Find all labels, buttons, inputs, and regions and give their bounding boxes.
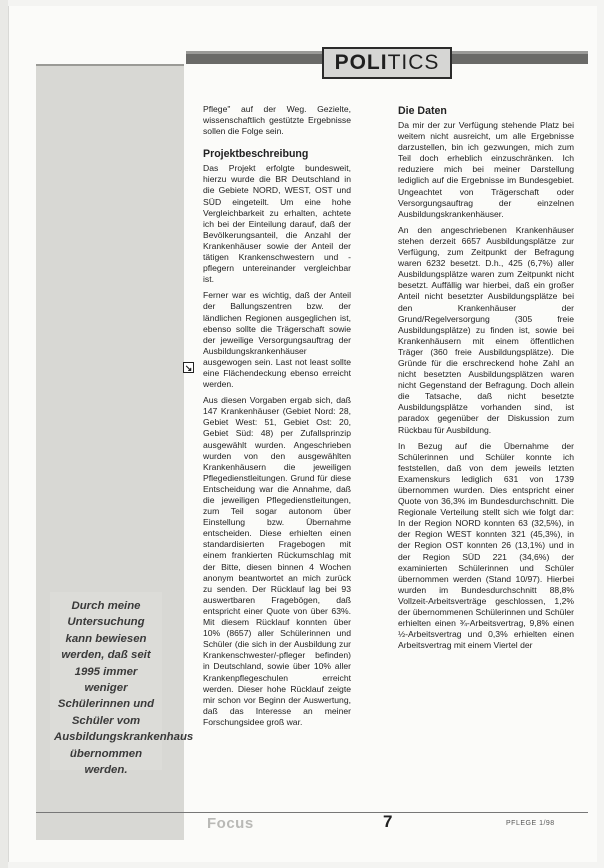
heading-die-daten: Die Daten [398,105,447,117]
heading-projektbeschreibung: Projektbeschreibung [203,148,309,161]
footer-rule [36,812,588,813]
paragraph: Aus diesen Vorgaben ergab sich, daß 147 Krankenhäuser (Gebiet Nord: 28, Gebiet West: 51, Gebiet Ost: 20, Gebiet Süd: 48) per Zufallsprinzip ausgewählt wurden. Angeschrieben wurden von den ausgewählten Krankenhäusern die jeweiligen Pflegedienstleitungen. Grund für diese Entscheidung war die Annahme, daß die jeweiligen Pflegedienstleitungen, zum Teil sogar autonom über Einstellung bzw. Übernahme entscheiden. Diese erhielten einen standardisierten Fragebogen mit einem frankierten Rückumschlag mit der Bitte, diesen binnen 4 Wochen anonym beantwortet an mich zurück zu senden. Der Rücklauf lag bei 93 auswertbaren Fragebögen, daß entspricht einer Quote von über 63%. Mit diesem Rücklauf konnten über 10% (8657) aller Schülerinnen und Schüler (die sich in der Ausbildung zur Krankenschwester/-pfleger befinden) in Deutschland, sowie über 10% aller Krankenpflegeschulen erreicht werden. Dieser hohe Rücklauf zeigte mir schon vor Beginn der Auswertung, daß das Interesse an meiner Forschungsidee groß war. [203,395,351,727]
text-column-right [398,104,574,656]
footer-section-name: Focus [207,815,254,832]
text-column-left [203,104,351,733]
paragraph: In Bezug auf die Übernahme der Schülerinnen und Schüler konnte ich feststellen, daß von dem jeweils letzten Examenskurs lediglich 631 von 1739 übernommen wurden. Dies entspricht einer Quote von 36,3% im Bundesdurchschnitt. Die Regionale Verteilung stellt sich wie folgt dar: In der Region NORD konnten 63 (32,5%), in der Region WEST konnten 321 (45,3%), in der Region OST konnten 26 (13,1%) und in der Region SÜD 221 (34,6%) der examinierten Schülerinnen und Schüler übernommen werden (Stand 10/97). Hierbei wurden im Bundesdurchschnitt 88,8% Vollzeit-Arbeitsverträge geschlossen, 1,2% der übernommenen Schülerinnen und Schüler erhielten einen ¾-Arbeitsvertrag, 9,8% einen ½-Arbeitsvertrag und 0,3% erhielten einen Arbeitsvertrag mit einem Viertel der [398,440,574,651]
intro-paragraph: Pflege" auf der Weg. Gezielte, wissenschaftlich gestützte Ergebnisse sollen die Folge sein. [203,104,351,137]
section-label [322,47,452,79]
section-label-bold: POLI [334,51,388,74]
paragraph: Da mir der zur Verfügung stehende Platz bei weitem nicht ausreicht, um alle Ergebnisse darzustellen, bin ich gezwungen, mich zum Teil doch erheblich einzuschränken. Ich reduziere mich bei meiner Darstellung lediglich auf die Ergebnisse im Bundesgebiet. Ungeachtet von Trägerschaft oder Versorgungsauftrag der einzelnen Ausbildungskrankenhäuser. [398,120,574,219]
paragraph: An den angeschriebenen Krankenhäuser stehen derzeit 6657 Ausbildungsplätze zur Verfügung, zum Zeitpunkt der Befragung waren 6232 besetzt. D.h., 425 (6,7%) aller Ausbildungsplätze waren zum Zeitpunkt nicht besetzt. Auffällig war hierbei, daß ein großer Anteil nicht besetzter Ausbildungsplätze bei den Krankenhäuser der Grund/Regelversorgung (305 freie Ausbildungsplätze) zu finden ist, sowie bei Krankenhäusern mit einem öffentlichen Träger (360 freie Ausbildungsplätze). Die Gründe für die erschreckend hohe Zahl an nicht besetzten Ausbildungsplätzen waren nicht Gegenstand der Befragung. Doch allein die Tatsache, daß nicht besetzte Ausbildungsplätze vorhanden sind, ist paradox gegenüber der Diskussion zum Rückbau für Ausbildung. [398,224,574,435]
arrow-marker-icon: ↘ [184,363,193,373]
sidebar-rule [36,64,184,66]
footer-publication: PFLEGE 1/98 [506,820,555,827]
page-number: 7 [383,812,393,831]
paragraph: Ferner war es wichtig, daß der Anteil der Ballungszentren bzw. der ländlichen Regionen ausgeglichen ist, ebenso sollte die Trägerschaft sowie der jeweilige Versorgungsauftrag der Ausbildungskrankenhäuser ausgewogen sein. Last not least sollte eine Flächendeckung ebenso erreicht werden. [203,290,351,390]
pull-quote: Durch meine Untersuchung kann bewiesen werden, daß seit 1995 immer weniger Schülerinnen und Schüler vom Ausbildungskrankenhaus übernommen werden. [50,592,162,770]
section-label-light: TICS [387,51,440,74]
scan-edge [0,0,8,868]
paragraph: Das Projekt erfolgte bundesweit, hierzu wurde die BR Deutschland in die Gebiete NORD, WEST, OST und SÜD eingeteilt. Um eine hohe Vergleichbarkeit zu erhalten, achtete ich bei der Einteilung darauf, daß der Bevölkerungsanteil, die Anzahl der Krankenhäuser sowie der Anteil der tätigen Krankenschwestern und -pflegern untereinander vergleichbar ist. [203,163,351,285]
